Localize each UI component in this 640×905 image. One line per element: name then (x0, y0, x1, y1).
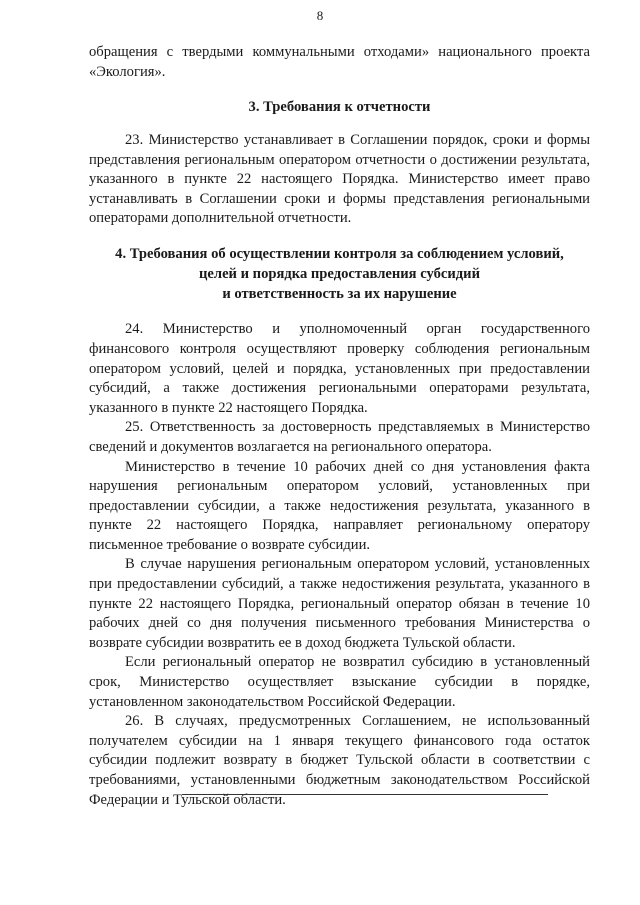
paragraph-25-recovery: Если региональный оператор не возвратил субсидию в установленный срок, Министерство осуществляет взыскание субсидии в порядке, установленном законодательством Российской Федерации. (89, 654, 590, 710)
section-4-heading-line-1: 4. Требования об осуществлении контроля за соблюдением условий, (115, 245, 564, 262)
paragraph-26: 26. В случаях, предусмотренных Соглашением, не использованный получателем субсидии на 1 января текущего финансового года остаток субсидии подлежит возврату в бюджет Тульской области в соответствии с требованиями, установленными бюджетным законодательством Российской Федерации и Тульской области. (89, 713, 590, 808)
paragraph-25-return: В случае нарушения региональным оператором условий, установленных при предоставлении субсидий, а также недостижения результата, указанного в пункте 22 настоящего Порядка, региональный оператор обязан в течение 10 рабочих дней со дня получения письменного требования Министерства о возврате субсидии возвратить ее в доход бюджета Тульской области. (89, 556, 590, 651)
closing-rule (182, 794, 548, 795)
paragraph-24: 24. Министерство и уполномоченный орган государственного финансового контроля осуществляют проверку соблюдения региональным оператором условий, целей и порядка, установленных при предоставлении субсидий, а также достижения региональными операторами результата, указанного в пункте 22 настоящего Порядка. (89, 321, 590, 416)
section-3-heading: 3. Требования к отчетности (248, 99, 431, 116)
section-4-heading (89, 245, 590, 304)
document-body (89, 43, 590, 810)
page-number: 8 (316, 8, 324, 23)
paragraph-23: 23. Министерство устанавливает в Соглашении порядок, сроки и формы представления региональным оператором отчетности о достижении результата, указанного в пункте 22 настоящего Порядка. Министерство имеет право устанавливать в Соглашении сроки и формы представления региональными операторами дополнительной отчетности. (89, 131, 590, 227)
paragraph-25-notice: Министерство в течение 10 рабочих дней со дня установления факта нарушения региональным оператором условий, установленных при предоставлении субсидии, а также недостижения результата, указанного в пункте 22 настоящего Порядка, направляет региональному оператору письменное требование о возврате субсидии. (89, 458, 590, 553)
paragraph-25: 25. Ответственность за достоверность представляемых в Министерство сведений и документов возлагается на регионального оператора. (89, 419, 590, 455)
section-4-heading-line-2: целей и порядка предоставления субсидий (199, 265, 480, 282)
intro-paragraph: обращения с твердыми коммунальными отходами» национального проекта «Экология». (89, 44, 590, 80)
section-4-heading-line-3: и ответственность за их нарушение (222, 285, 457, 302)
